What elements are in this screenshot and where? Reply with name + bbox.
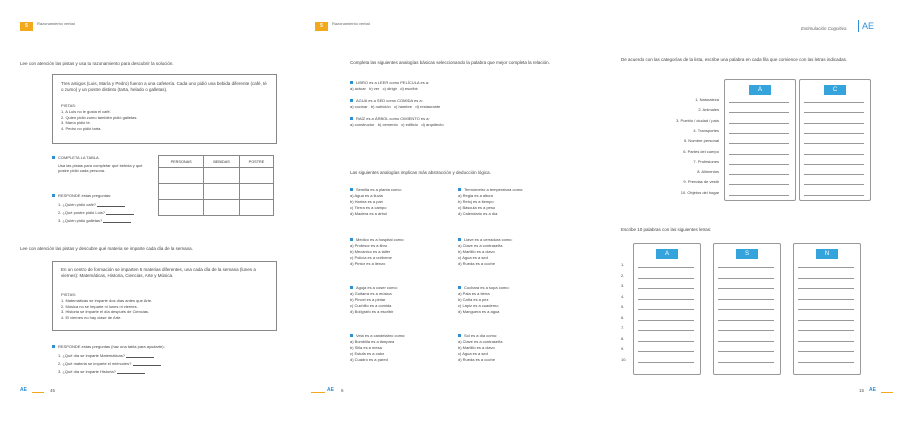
answer-line[interactable] (729, 123, 789, 124)
table-cell[interactable] (159, 200, 204, 216)
analogy-question: RAÍZ es a ÁRBOL como CIMIENTO es a: (350, 116, 430, 121)
answer-line[interactable] (638, 278, 694, 279)
category-label: 4. Transportes (693, 127, 719, 133)
table-cell[interactable] (239, 200, 273, 216)
footer-logo: AE (869, 387, 876, 393)
group-option[interactable]: d) Rueda es a coche (458, 261, 495, 266)
pista-item: 4. Pedro no pidió tarta. (61, 125, 102, 131)
question-text: 2. ¿Qué postre pidió Luis? (58, 210, 105, 215)
group-question: Cuchara es a sopa como: (458, 285, 510, 290)
answer-line[interactable] (804, 184, 864, 185)
story-text: Tres amigos (Luis, María y Pedro) fueron a una cafetería. Cada uno pidió una bebida diferente (café, té o zumo) y un postre distinto (tarta, helado o galletas). (61, 81, 267, 92)
intro-text-2: Las siguientes analogías implican más abstracción y deducción lógica. (350, 170, 491, 175)
group-option[interactable]: d) Cuadro es a pared (350, 357, 388, 362)
category-label: 7. Profesiones (693, 158, 719, 164)
row-number: 2. (621, 272, 625, 278)
answer-line[interactable] (638, 288, 694, 289)
answer-line[interactable] (718, 362, 774, 363)
table-cell[interactable] (159, 184, 204, 200)
answer-line[interactable] (126, 353, 154, 358)
answer-line[interactable] (103, 218, 131, 223)
answer-line[interactable] (798, 267, 854, 268)
group-option[interactable]: b) Martillo es a clavo (458, 249, 495, 254)
answer-line[interactable] (718, 341, 774, 342)
answer-line[interactable] (133, 361, 161, 366)
group-question: Sol es a día como: (458, 333, 497, 338)
group-option[interactable]: a) Bombilla es a lámpara (350, 339, 395, 344)
analogy-options[interactable]: a) cocinar b) nutrición c) hambre d) restaurante (350, 104, 441, 109)
group-option[interactable]: b) Reloj es a tiempo (458, 199, 494, 204)
row-number: 9. (621, 346, 625, 351)
group-question: Termómetro a temperatura como: (458, 187, 523, 192)
story-box-2 (52, 261, 277, 331)
letter-column (799, 79, 871, 201)
group-question: Semilla es a planta como: (350, 187, 402, 192)
question-text: 1. ¿Quién pidió café? (58, 202, 97, 207)
pistas-label-2: PISTAS: (61, 292, 77, 297)
question-item (58, 353, 154, 358)
answer-line[interactable] (729, 133, 789, 134)
category-label: 3. Pueblo / ciudad / país (676, 117, 719, 123)
group-option[interactable]: c) Estufa es a calor (350, 351, 385, 356)
answer-line[interactable] (729, 174, 789, 175)
header-text: Estimulación Cognitiva (801, 26, 847, 31)
question-text: 3. ¿Quién pidió galletas? (58, 218, 103, 223)
page-number: 45 (50, 388, 56, 393)
group-option[interactable]: b) Caña es a pez (458, 297, 489, 302)
responde-label-2: RESPONDE estas preguntas (haz una tabla para ayudarte): (52, 344, 165, 349)
row-number: 4. (621, 293, 625, 299)
group-option[interactable]: a) Pala es a tierra (458, 291, 490, 296)
column-letter: C (824, 85, 846, 95)
table-cell[interactable] (239, 168, 273, 184)
group-option[interactable]: a) Regla es a altura (458, 193, 493, 198)
pista-item: 1. A Luis no le gusta el café. (61, 109, 111, 114)
group-option[interactable]: a) Profesor es a libro (350, 243, 388, 248)
intro-text: De acuerdo con las categorías de la lista, escribe una palabra en cada fila que comience con las letras indicadas. (621, 57, 848, 62)
column-letter: N (816, 249, 838, 259)
page-left (0, 0, 296, 435)
intro-text: Completa las siguientes analogías básicas seleccionando la palabra que mejor completa la relación. (350, 60, 550, 65)
answer-line[interactable] (729, 195, 789, 196)
group-option[interactable]: c) Agua es a sed (458, 351, 488, 356)
table-header: POSTRE (239, 156, 273, 168)
category-label: 8. Alimentos (697, 169, 719, 175)
question-item (58, 202, 125, 207)
answer-line[interactable] (638, 341, 694, 342)
group-option[interactable]: c) Tierra es a campo (350, 205, 387, 210)
table-header: BEBIDAS (204, 156, 240, 168)
story-text-2: En un centro de formación se imparten 5 materias diferentes, una cada día de la semana (lunes a viernes): Matemáticas, Historia, Ciencias, Arte y Música. (61, 267, 256, 278)
answer-line[interactable] (638, 320, 694, 321)
answer-table (158, 155, 274, 216)
pista-item: 2. Quien pidió zumo también pidió galletas. (61, 114, 138, 120)
column-letter: S (736, 249, 758, 259)
group-question: Aguja es a coser como: (350, 285, 398, 290)
group-option[interactable]: a) Clave es a contraseña (458, 243, 503, 248)
group-option[interactable]: b) Mecánico es a taller (350, 249, 391, 254)
answer-line[interactable] (729, 143, 789, 144)
answer-line[interactable] (638, 351, 694, 352)
group-option[interactable]: c) Cuchillo es a comida (350, 303, 392, 308)
answer-line[interactable] (117, 369, 145, 374)
table-header: PERSONAS (159, 156, 204, 168)
answer-line[interactable] (638, 309, 694, 310)
group-option[interactable]: c) Agua es a sed (458, 255, 488, 260)
group-option[interactable]: b) Harina es a pan (350, 199, 383, 204)
group-question: Vela es a candelabro como: (350, 333, 405, 338)
answer-line[interactable] (729, 184, 789, 185)
answer-line[interactable] (718, 351, 774, 352)
group-question: Llave es a cerradura como: (458, 237, 512, 242)
category-label: 6. Partes del cuerpo (683, 148, 719, 154)
group-option[interactable]: c) Policía es a uniforme (350, 255, 392, 260)
answer-line[interactable] (804, 195, 864, 196)
answer-line[interactable] (638, 267, 694, 268)
intro-text-2: Escribe 10 palabras con las siguientes letras: (621, 227, 712, 232)
group-option[interactable]: a) Guitarra es a música (350, 291, 392, 296)
answer-line[interactable] (718, 299, 774, 300)
pistas-label: PISTAS: (61, 103, 77, 108)
row-number: 6. (621, 314, 625, 320)
table-cell[interactable] (204, 168, 240, 184)
answer-line[interactable] (718, 330, 774, 331)
letter-column (724, 79, 796, 201)
answer-line[interactable] (718, 278, 774, 279)
section-title: Razonamiento verbal (332, 21, 370, 26)
answer-line[interactable] (804, 123, 864, 124)
answer-line[interactable] (798, 288, 854, 289)
question-item (58, 361, 161, 366)
answer-line[interactable] (106, 210, 134, 215)
group-option[interactable]: b) Pincel es a pintar (350, 297, 386, 302)
row-number: 8. (621, 335, 625, 341)
row-number: 3. (621, 283, 625, 288)
group-option[interactable]: d) Pintor es a lienzo (350, 261, 386, 266)
answer-line[interactable] (718, 267, 774, 268)
page-number: 6 (341, 388, 344, 393)
table-cell[interactable] (239, 184, 273, 200)
group-option[interactable]: d) Manguera es a agua (458, 309, 500, 314)
question-text: 2. ¿Qué materia se imparte el miércoles? (58, 361, 132, 366)
group-question: Médico es a hospital como: (350, 237, 404, 242)
category-label: 2. Animales (698, 107, 719, 113)
question-item (58, 218, 131, 223)
footer-line (881, 392, 893, 393)
question-text: 3. ¿Qué día se imparte Historia? (58, 369, 116, 374)
page-middle (305, 0, 601, 435)
pista-item: 3. María pidió té. (61, 120, 91, 125)
header-divider (858, 20, 859, 32)
answer-line[interactable] (804, 112, 864, 113)
story-box (52, 74, 277, 144)
answer-line[interactable] (638, 362, 694, 363)
answer-line[interactable] (729, 164, 789, 165)
responde-label: RESPONDE estas preguntas: (52, 193, 111, 198)
section-title: Razonamiento verbal (37, 21, 75, 26)
answer-line[interactable] (97, 202, 125, 207)
answer-line[interactable] (729, 102, 789, 103)
group-option[interactable]: d) Madera es a árbol (350, 211, 387, 216)
answer-line[interactable] (798, 278, 854, 279)
answer-line[interactable] (804, 174, 864, 175)
pista-item: 3. Historia se imparte el día después de Ciencias. (61, 309, 150, 314)
footer-logo: AE (20, 387, 27, 393)
column-letter: A (656, 249, 678, 259)
answer-line[interactable] (798, 341, 854, 342)
footer-line (32, 392, 44, 393)
row-number: 10. (621, 356, 627, 362)
footer-line (311, 392, 325, 393)
category-label: 1. Naturaleza (695, 97, 719, 102)
table-cell[interactable] (159, 168, 204, 184)
analogy-options[interactable]: a) constructor b) cemento c) edificio d) arquitecto (350, 122, 444, 127)
answer-line[interactable] (798, 330, 854, 331)
pista-item: 4. El viernes no hay clase de Arte. (61, 314, 122, 320)
row-number: 1. (621, 262, 625, 267)
intro-text: Lee con atención las pistas y usa tu razonamiento para descubrir la solución. (20, 61, 174, 66)
group-option[interactable]: a) Clave es a contraseña (458, 339, 503, 344)
intro-text-2: Lee con atención las pistas y descubre qué materia se imparte cada día de la semana. (20, 246, 193, 251)
pista-item: 2. Música no se imparte ni lunes ni viernes. (61, 303, 138, 309)
answer-line[interactable] (718, 309, 774, 310)
answer-line[interactable] (798, 320, 854, 321)
group-option[interactable]: d) Calendario es a día (458, 211, 498, 216)
answer-line[interactable] (718, 320, 774, 321)
footer-logo: AE (327, 387, 334, 393)
row-number: 5. (621, 304, 625, 309)
completa-label: COMPLETA LA TABLA. (52, 155, 100, 160)
analogy-question: AGUA es a SED como COMIDA es a: (350, 98, 423, 103)
category-label: 10. Objetos del hogar (680, 189, 719, 195)
section-badge: 5 (315, 22, 328, 31)
group-option[interactable]: c) Báscula es a peso (458, 205, 496, 210)
page-number: 15 (859, 388, 865, 393)
completa-text: Usa las pistas para completar qué bebida y qué postre pidió cada persona. (58, 163, 143, 174)
answer-line[interactable] (718, 288, 774, 289)
page-right (611, 0, 911, 435)
answer-line[interactable] (638, 330, 694, 331)
answer-line[interactable] (804, 133, 864, 134)
group-option[interactable]: d) Bolígrafo es a escribir (350, 309, 394, 314)
answer-line[interactable] (804, 154, 864, 155)
answer-line[interactable] (798, 351, 854, 352)
table-cell[interactable] (204, 200, 240, 216)
analogy-question: LIBRO es a LEER como PELÍCULA es a: (350, 80, 429, 85)
group-option[interactable]: c) Lápiz es a cuaderno (458, 303, 499, 308)
answer-line[interactable] (798, 362, 854, 363)
answer-line[interactable] (638, 299, 694, 300)
category-label: 5. Nombre personal (683, 138, 719, 144)
group-option[interactable]: a) Agua es a lluvia (350, 193, 383, 198)
answer-line[interactable] (804, 102, 864, 103)
answer-line[interactable] (729, 154, 789, 155)
answer-line[interactable] (798, 309, 854, 310)
answer-line[interactable] (804, 143, 864, 144)
analogy-options[interactable]: a) actuar b) ver c) dirigir d) escribir (350, 86, 418, 91)
pista-item: 1. Matemáticas se imparte dos días antes que Arte. (61, 298, 153, 303)
table-cell[interactable] (204, 184, 240, 200)
column-letter: A (749, 85, 771, 95)
answer-line[interactable] (798, 299, 854, 300)
answer-line[interactable] (729, 112, 789, 113)
section-badge: 5 (20, 22, 33, 31)
question-item (58, 210, 134, 215)
group-option[interactable]: b) Silla es a mesa (350, 345, 382, 350)
question-item (58, 369, 145, 374)
header-logo: AE (862, 21, 875, 31)
question-text: 1. ¿Qué día se imparte Matemáticas? (58, 353, 125, 358)
group-option[interactable]: d) Rueda es a coche (458, 357, 495, 362)
category-label: 9. Prendas de vestir (683, 179, 719, 185)
row-number: 7. (621, 325, 625, 330)
group-option[interactable]: b) Martillo es a clavo (458, 345, 495, 350)
answer-line[interactable] (804, 164, 864, 165)
